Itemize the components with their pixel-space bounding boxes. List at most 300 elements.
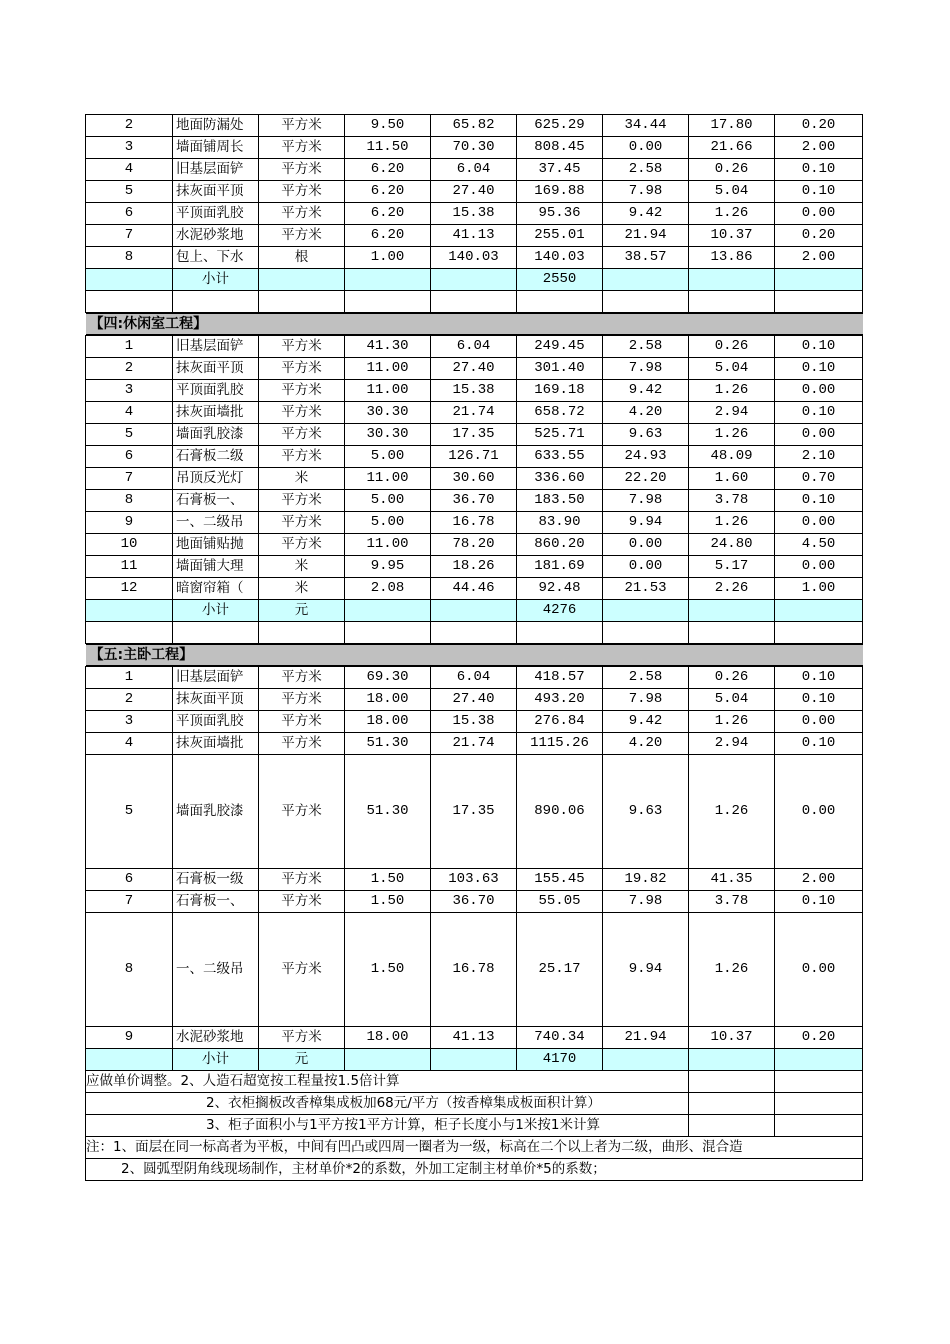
unit-cell: 平方米 <box>259 402 345 424</box>
total-price-cell: 83.90 <box>517 512 603 534</box>
main-material-cell: 9.63 <box>603 424 689 446</box>
total-price-cell: 301.40 <box>517 358 603 380</box>
section-bar-fill <box>86 644 863 666</box>
total-price-cell: 249.45 <box>517 336 603 358</box>
total-price-cell: 183.50 <box>517 490 603 512</box>
unit-cell: 米 <box>259 468 345 490</box>
item-number-cell: 1 <box>86 336 173 358</box>
subtotal-total: 2550 <box>517 269 603 291</box>
main-material-cell: 21.53 <box>603 578 689 600</box>
labor-cell: 1.00 <box>775 578 863 600</box>
auxiliary-material-cell: 1.26 <box>689 755 775 869</box>
labor-cell: 0.00 <box>775 556 863 578</box>
item-number-cell: 5 <box>86 755 173 869</box>
unit-price-cell: 15.38 <box>431 380 517 402</box>
item-number-cell: 11 <box>86 556 173 578</box>
auxiliary-material-cell: 1.26 <box>689 203 775 225</box>
main-material-cell: 2.58 <box>603 336 689 358</box>
auxiliary-material-cell: 0.26 <box>689 336 775 358</box>
total-price-cell: 525.71 <box>517 424 603 446</box>
quantity-cell: 11.50 <box>345 137 431 159</box>
unit-price-cell: 6.04 <box>431 667 517 689</box>
unit-price-cell: 15.38 <box>431 203 517 225</box>
empty-cell <box>173 291 259 313</box>
item-number-cell: 2 <box>86 115 173 137</box>
unit-cell: 平方米 <box>259 358 345 380</box>
item-name-cell: 墙面铺周长 <box>173 137 259 159</box>
table-row <box>86 578 863 600</box>
section-header-cell <box>86 313 863 336</box>
main-material-cell: 7.98 <box>603 181 689 203</box>
unit-price-cell: 78.20 <box>431 534 517 556</box>
quantity-cell: 30.30 <box>345 424 431 446</box>
table-row <box>86 733 863 755</box>
quantity-cell: 41.30 <box>345 336 431 358</box>
empty-cell <box>603 600 689 622</box>
unit-cell: 平方米 <box>259 446 345 468</box>
quantity-cell: 1.00 <box>345 247 431 269</box>
section-bar <box>86 313 863 335</box>
subtotal-unit: 元 <box>259 1049 345 1071</box>
main-material-cell: 9.94 <box>603 913 689 1027</box>
item-number-cell: 8 <box>86 247 173 269</box>
item-number-cell: 3 <box>86 380 173 402</box>
table-row <box>86 512 863 534</box>
item-name-cell: 抹灰面墙批 <box>173 402 259 424</box>
note-text: 2、圆弧型阴角线现场制作，主材单价*2的系数，外加工定制主材单价*5的系数； <box>86 1159 863 1181</box>
table-row <box>86 402 863 424</box>
empty-cell <box>603 269 689 291</box>
labor-cell: 0.10 <box>775 336 863 358</box>
total-price-cell: 808.45 <box>517 137 603 159</box>
auxiliary-material-cell: 21.66 <box>689 137 775 159</box>
section-title: 【五:主卧工程】 <box>89 647 194 663</box>
empty-cell <box>345 600 431 622</box>
total-price-cell: 658.72 <box>517 402 603 424</box>
unit-price-cell: 6.04 <box>431 159 517 181</box>
empty-cell <box>431 622 517 644</box>
empty-cell <box>86 622 173 644</box>
main-material-cell: 24.93 <box>603 446 689 468</box>
empty-cell <box>689 1115 775 1137</box>
empty-cell <box>86 600 173 622</box>
subtotal-row <box>86 269 863 291</box>
item-name-cell: 墙面乳胶漆 <box>173 755 259 869</box>
unit-price-cell: 65.82 <box>431 115 517 137</box>
unit-price-cell: 41.13 <box>431 225 517 247</box>
main-material-cell: 9.42 <box>603 380 689 402</box>
item-number-cell: 6 <box>86 203 173 225</box>
item-number-cell: 4 <box>86 159 173 181</box>
empty-cell <box>775 1115 863 1137</box>
item-name-cell: 吊顶反光灯 <box>173 468 259 490</box>
item-name-cell: 抹灰面平顶 <box>173 181 259 203</box>
quantity-cell: 6.20 <box>345 159 431 181</box>
quote-table-body <box>86 115 863 1181</box>
main-material-cell: 19.82 <box>603 869 689 891</box>
empty-cell <box>775 1049 863 1071</box>
subtotal-label: 小计 <box>173 269 259 291</box>
unit-price-cell: 17.35 <box>431 755 517 869</box>
subtotal-label: 小计 <box>173 600 259 622</box>
table-row <box>86 689 863 711</box>
empty-cell <box>775 269 863 291</box>
note-row <box>86 1159 863 1181</box>
main-material-cell: 38.57 <box>603 247 689 269</box>
item-name-cell: 一、二级吊 <box>173 913 259 1027</box>
item-name-cell: 抹灰面墙批 <box>173 733 259 755</box>
empty-cell <box>775 291 863 313</box>
auxiliary-material-cell: 3.78 <box>689 891 775 913</box>
total-price-cell: 95.36 <box>517 203 603 225</box>
auxiliary-material-cell: 2.26 <box>689 578 775 600</box>
note-text: 注：1、面层在同一标高者为平板，中间有凹凸或四周一圈者为一级，标高在二个以上者为二级，曲形、混合造 <box>86 1137 863 1159</box>
main-material-cell: 0.00 <box>603 137 689 159</box>
quote-table <box>85 114 863 1181</box>
item-name-cell: 平顶面乳胶 <box>173 203 259 225</box>
labor-cell: 4.50 <box>775 534 863 556</box>
note-row <box>86 1071 863 1093</box>
auxiliary-material-cell: 17.80 <box>689 115 775 137</box>
auxiliary-material-cell: 3.78 <box>689 490 775 512</box>
item-number-cell: 2 <box>86 358 173 380</box>
empty-cell <box>431 1049 517 1071</box>
auxiliary-material-cell: 1.26 <box>689 424 775 446</box>
empty-cell <box>431 600 517 622</box>
unit-cell: 平方米 <box>259 159 345 181</box>
total-price-cell: 276.84 <box>517 711 603 733</box>
labor-cell: 0.10 <box>775 689 863 711</box>
auxiliary-material-cell: 5.04 <box>689 689 775 711</box>
labor-cell: 0.20 <box>775 1027 863 1049</box>
labor-cell: 0.00 <box>775 755 863 869</box>
item-number-cell: 5 <box>86 424 173 446</box>
empty-cell <box>689 600 775 622</box>
item-name-cell: 旧基层面铲 <box>173 667 259 689</box>
unit-price-cell: 27.40 <box>431 689 517 711</box>
empty-cell <box>603 291 689 313</box>
main-material-cell: 0.00 <box>603 534 689 556</box>
subtotal-label: 小计 <box>173 1049 259 1071</box>
item-number-cell: 9 <box>86 1027 173 1049</box>
labor-cell: 0.00 <box>775 380 863 402</box>
item-number-cell: 3 <box>86 711 173 733</box>
unit-cell: 平方米 <box>259 733 345 755</box>
unit-price-cell: 21.74 <box>431 402 517 424</box>
empty-cell <box>603 1049 689 1071</box>
item-name-cell: 石膏板一、 <box>173 891 259 913</box>
unit-price-cell: 15.38 <box>431 711 517 733</box>
unit-cell: 平方米 <box>259 115 345 137</box>
main-material-cell: 7.98 <box>603 891 689 913</box>
auxiliary-material-cell: 5.04 <box>689 181 775 203</box>
table-row <box>86 159 863 181</box>
unit-cell: 根 <box>259 247 345 269</box>
unit-cell: 平方米 <box>259 755 345 869</box>
unit-cell: 平方米 <box>259 512 345 534</box>
note-text: 3、柜子面积小与1平方按1平方计算，柜子长度小与1米按1米计算 <box>86 1115 689 1137</box>
item-number-cell: 7 <box>86 891 173 913</box>
labor-cell: 0.10 <box>775 181 863 203</box>
quantity-cell: 11.00 <box>345 468 431 490</box>
item-number-cell: 8 <box>86 490 173 512</box>
main-material-cell: 4.20 <box>603 733 689 755</box>
auxiliary-material-cell: 0.26 <box>689 159 775 181</box>
unit-price-cell: 18.26 <box>431 556 517 578</box>
main-material-cell: 7.98 <box>603 689 689 711</box>
empty-cell <box>603 622 689 644</box>
total-price-cell: 740.34 <box>517 1027 603 1049</box>
empty-cell <box>689 1071 775 1093</box>
labor-cell: 0.10 <box>775 891 863 913</box>
main-material-cell: 34.44 <box>603 115 689 137</box>
item-name-cell: 旧基层面铲 <box>173 159 259 181</box>
empty-cell <box>517 291 603 313</box>
total-price-cell: 890.06 <box>517 755 603 869</box>
auxiliary-material-cell: 10.37 <box>689 225 775 247</box>
empty-cell <box>345 622 431 644</box>
item-name-cell: 地面防漏处 <box>173 115 259 137</box>
unit-cell: 平方米 <box>259 891 345 913</box>
labor-cell: 0.10 <box>775 667 863 689</box>
empty-cell <box>689 1049 775 1071</box>
empty-cell <box>775 1071 863 1093</box>
labor-cell: 0.00 <box>775 424 863 446</box>
table-row <box>86 137 863 159</box>
unit-cell: 平方米 <box>259 424 345 446</box>
labor-cell: 0.00 <box>775 512 863 534</box>
unit-price-cell: 36.70 <box>431 490 517 512</box>
empty-cell <box>345 291 431 313</box>
quantity-cell: 18.00 <box>345 1027 431 1049</box>
main-material-cell: 2.58 <box>603 667 689 689</box>
note-text: 2、衣柜搁板改香樟集成板加68元/平方（按香樟集成板面积计算） <box>86 1093 689 1115</box>
total-price-cell: 55.05 <box>517 891 603 913</box>
table-row <box>86 247 863 269</box>
auxiliary-material-cell: 41.35 <box>689 869 775 891</box>
total-price-cell: 155.45 <box>517 869 603 891</box>
unit-cell: 平方米 <box>259 711 345 733</box>
labor-cell: 0.20 <box>775 115 863 137</box>
auxiliary-material-cell: 2.94 <box>689 733 775 755</box>
empty-cell <box>775 600 863 622</box>
note-text: 应做单价调整。2、人造石超宽按工程量按1.5倍计算 <box>86 1071 689 1093</box>
auxiliary-material-cell: 2.94 <box>689 402 775 424</box>
table-row <box>86 203 863 225</box>
main-material-cell: 4.20 <box>603 402 689 424</box>
item-number-cell: 12 <box>86 578 173 600</box>
auxiliary-material-cell: 1.26 <box>689 913 775 1027</box>
quantity-cell: 9.50 <box>345 115 431 137</box>
unit-price-cell: 30.60 <box>431 468 517 490</box>
unit-price-cell: 103.63 <box>431 869 517 891</box>
empty-cell <box>517 622 603 644</box>
quantity-cell: 5.00 <box>345 490 431 512</box>
main-material-cell: 7.98 <box>603 490 689 512</box>
table-row <box>86 358 863 380</box>
subtotal-unit <box>259 269 345 291</box>
quantity-cell: 18.00 <box>345 689 431 711</box>
unit-cell: 平方米 <box>259 225 345 247</box>
item-number-cell: 6 <box>86 446 173 468</box>
table-row <box>86 115 863 137</box>
empty-cell <box>689 622 775 644</box>
labor-cell: 0.20 <box>775 225 863 247</box>
auxiliary-material-cell: 1.26 <box>689 711 775 733</box>
total-price-cell: 37.45 <box>517 159 603 181</box>
table-row <box>86 181 863 203</box>
subtotal-row <box>86 600 863 622</box>
quantity-cell: 69.30 <box>345 667 431 689</box>
unit-price-cell: 41.13 <box>431 1027 517 1049</box>
total-price-cell: 169.18 <box>517 380 603 402</box>
item-number-cell: 1 <box>86 667 173 689</box>
total-price-cell: 418.57 <box>517 667 603 689</box>
unit-cell: 平方米 <box>259 137 345 159</box>
item-name-cell: 墙面铺大理 <box>173 556 259 578</box>
subtotal-row <box>86 1049 863 1071</box>
item-name-cell: 水泥砂浆地 <box>173 225 259 247</box>
labor-cell: 0.10 <box>775 733 863 755</box>
table-row <box>86 336 863 358</box>
total-price-cell: 860.20 <box>517 534 603 556</box>
table-row <box>86 667 863 689</box>
main-material-cell: 9.42 <box>603 711 689 733</box>
item-name-cell: 水泥砂浆地 <box>173 1027 259 1049</box>
blank-row <box>86 622 863 644</box>
unit-price-cell: 17.35 <box>431 424 517 446</box>
empty-cell <box>345 269 431 291</box>
quantity-cell: 5.00 <box>345 512 431 534</box>
table-row <box>86 534 863 556</box>
section-header-row <box>86 644 863 667</box>
unit-price-cell: 27.40 <box>431 358 517 380</box>
unit-price-cell: 16.78 <box>431 512 517 534</box>
item-number-cell: 6 <box>86 869 173 891</box>
item-number-cell: 4 <box>86 733 173 755</box>
unit-cell: 平方米 <box>259 203 345 225</box>
labor-cell: 0.00 <box>775 203 863 225</box>
total-price-cell: 1115.26 <box>517 733 603 755</box>
item-number-cell: 7 <box>86 468 173 490</box>
quantity-cell: 1.50 <box>345 913 431 1027</box>
total-price-cell: 255.01 <box>517 225 603 247</box>
quantity-cell: 11.00 <box>345 534 431 556</box>
item-number-cell: 4 <box>86 402 173 424</box>
item-name-cell: 墙面乳胶漆 <box>173 424 259 446</box>
auxiliary-material-cell: 1.60 <box>689 468 775 490</box>
table-row <box>86 490 863 512</box>
item-name-cell: 暗窗帘箱（ <box>173 578 259 600</box>
item-name-cell: 抹灰面平顶 <box>173 689 259 711</box>
section-header-cell <box>86 644 863 667</box>
table-row <box>86 468 863 490</box>
item-name-cell: 旧基层面铲 <box>173 336 259 358</box>
item-name-cell: 平顶面乳胶 <box>173 380 259 402</box>
item-number-cell: 9 <box>86 512 173 534</box>
auxiliary-material-cell: 10.37 <box>689 1027 775 1049</box>
main-material-cell: 7.98 <box>603 358 689 380</box>
total-price-cell: 625.29 <box>517 115 603 137</box>
unit-price-cell: 140.03 <box>431 247 517 269</box>
main-material-cell: 9.63 <box>603 755 689 869</box>
empty-cell <box>431 269 517 291</box>
item-number-cell: 5 <box>86 181 173 203</box>
section-bar <box>86 644 863 666</box>
empty-cell <box>431 291 517 313</box>
auxiliary-material-cell: 13.86 <box>689 247 775 269</box>
item-name-cell: 石膏板一、 <box>173 490 259 512</box>
table-row <box>86 446 863 468</box>
empty-cell <box>689 269 775 291</box>
quantity-cell: 6.20 <box>345 181 431 203</box>
empty-cell <box>689 291 775 313</box>
labor-cell: 0.10 <box>775 402 863 424</box>
total-price-cell: 336.60 <box>517 468 603 490</box>
unit-cell: 平方米 <box>259 490 345 512</box>
item-number-cell: 10 <box>86 534 173 556</box>
item-name-cell: 石膏板一级 <box>173 869 259 891</box>
main-material-cell: 0.00 <box>603 556 689 578</box>
total-price-cell: 140.03 <box>517 247 603 269</box>
table-row <box>86 225 863 247</box>
item-name-cell: 包上、下水 <box>173 247 259 269</box>
main-material-cell: 9.94 <box>603 512 689 534</box>
auxiliary-material-cell: 5.17 <box>689 556 775 578</box>
unit-price-cell: 16.78 <box>431 913 517 1027</box>
total-price-cell: 169.88 <box>517 181 603 203</box>
item-number-cell: 8 <box>86 913 173 1027</box>
table-row <box>86 755 863 869</box>
table-row <box>86 711 863 733</box>
auxiliary-material-cell: 1.26 <box>689 512 775 534</box>
quantity-cell: 51.30 <box>345 733 431 755</box>
table-row <box>86 891 863 913</box>
unit-price-cell: 70.30 <box>431 137 517 159</box>
unit-cell: 平方米 <box>259 913 345 1027</box>
item-number-cell: 2 <box>86 689 173 711</box>
table-row <box>86 869 863 891</box>
empty-cell <box>775 1093 863 1115</box>
total-price-cell: 633.55 <box>517 446 603 468</box>
quantity-cell: 6.20 <box>345 203 431 225</box>
unit-price-cell: 6.04 <box>431 336 517 358</box>
table-row <box>86 556 863 578</box>
unit-cell: 平方米 <box>259 336 345 358</box>
labor-cell: 0.00 <box>775 913 863 1027</box>
unit-price-cell: 21.74 <box>431 733 517 755</box>
auxiliary-material-cell: 48.09 <box>689 446 775 468</box>
main-material-cell: 2.58 <box>603 159 689 181</box>
labor-cell: 0.10 <box>775 159 863 181</box>
auxiliary-material-cell: 5.04 <box>689 358 775 380</box>
note-row <box>86 1115 863 1137</box>
unit-cell: 米 <box>259 556 345 578</box>
empty-cell <box>259 622 345 644</box>
quantity-cell: 6.20 <box>345 225 431 247</box>
labor-cell: 0.70 <box>775 468 863 490</box>
unit-cell: 平方米 <box>259 1027 345 1049</box>
quantity-cell: 9.95 <box>345 556 431 578</box>
empty-cell <box>173 622 259 644</box>
total-price-cell: 25.17 <box>517 913 603 1027</box>
quote-sheet <box>85 114 863 1181</box>
unit-cell: 平方米 <box>259 689 345 711</box>
quantity-cell: 18.00 <box>345 711 431 733</box>
labor-cell: 2.00 <box>775 869 863 891</box>
unit-price-cell: 126.71 <box>431 446 517 468</box>
main-material-cell: 21.94 <box>603 1027 689 1049</box>
